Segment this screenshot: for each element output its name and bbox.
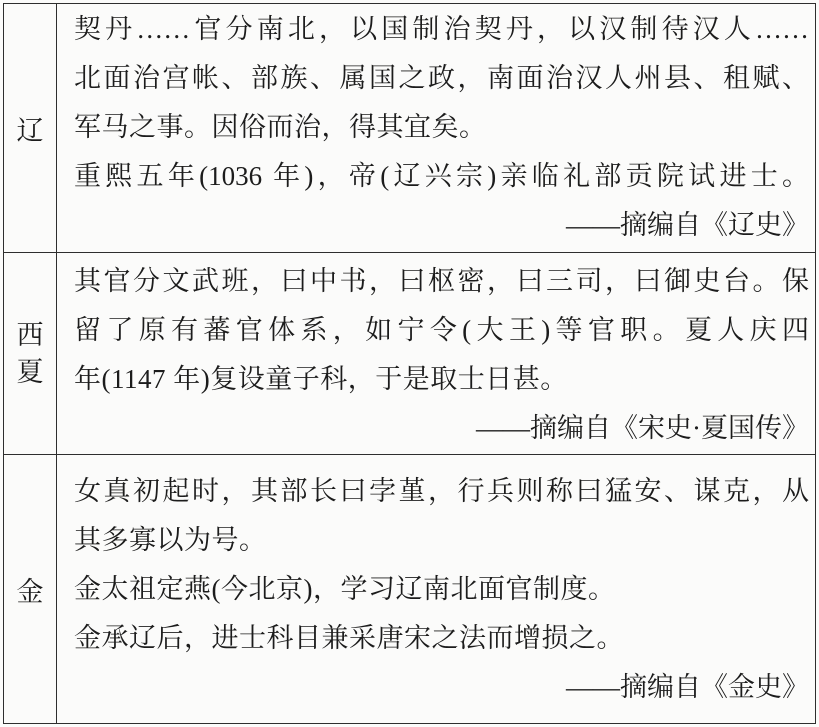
row-label-liao — [4, 4, 57, 253]
text-line: 年(1147 年)复设童子科，于是取士日甚。 — [74, 364, 568, 394]
row-content-jin — [57, 455, 815, 723]
text-line: 金承辽后，进士科目兼采唐宋之法而增损之。 — [74, 623, 624, 653]
text-line: 重熙五年(1036 年)，帝(辽兴宗)亲临礼部贡院试进士。 — [74, 161, 809, 191]
text-line: 其多寡以为号。 — [74, 525, 267, 555]
history-table — [3, 3, 816, 724]
text-line: 金太祖定燕(今北京)，学习辽南北面官制度。 — [74, 574, 616, 604]
row-content-liao — [57, 4, 815, 253]
text-line: 军马之事。因俗而治，得其宜矣。 — [74, 112, 487, 142]
row-label-xixia — [4, 253, 57, 455]
row-label-text: 金 — [16, 576, 44, 607]
text-line: 女真初起时，其部长曰孛堇，行兵则称曰猛安、谋克，从 — [74, 476, 809, 506]
text-line: 契丹……官分南北，以国制治契丹，以汉制待汉人…… — [74, 14, 809, 44]
text-line: 留了原有蕃官体系，如宁令(大王)等官职。夏人庆四 — [74, 315, 809, 345]
text-line: 其官分文武班，曰中书，曰枢密，曰三司，曰御史台。保 — [74, 266, 809, 296]
row-content-xixia — [57, 253, 815, 455]
source-citation: ——摘编自《宋史·夏国传》 — [476, 413, 809, 443]
text-line: 北面治宫帐、部族、属国之政，南面治汉人州县、租赋、 — [74, 63, 809, 93]
row-label-text: 辽 — [16, 115, 44, 146]
source-citation: ——摘编自《辽史》 — [566, 210, 809, 240]
row-label-text: 西夏 — [16, 319, 44, 387]
row-label-jin — [4, 455, 57, 723]
source-citation: ——摘编自《金史》 — [566, 672, 809, 702]
